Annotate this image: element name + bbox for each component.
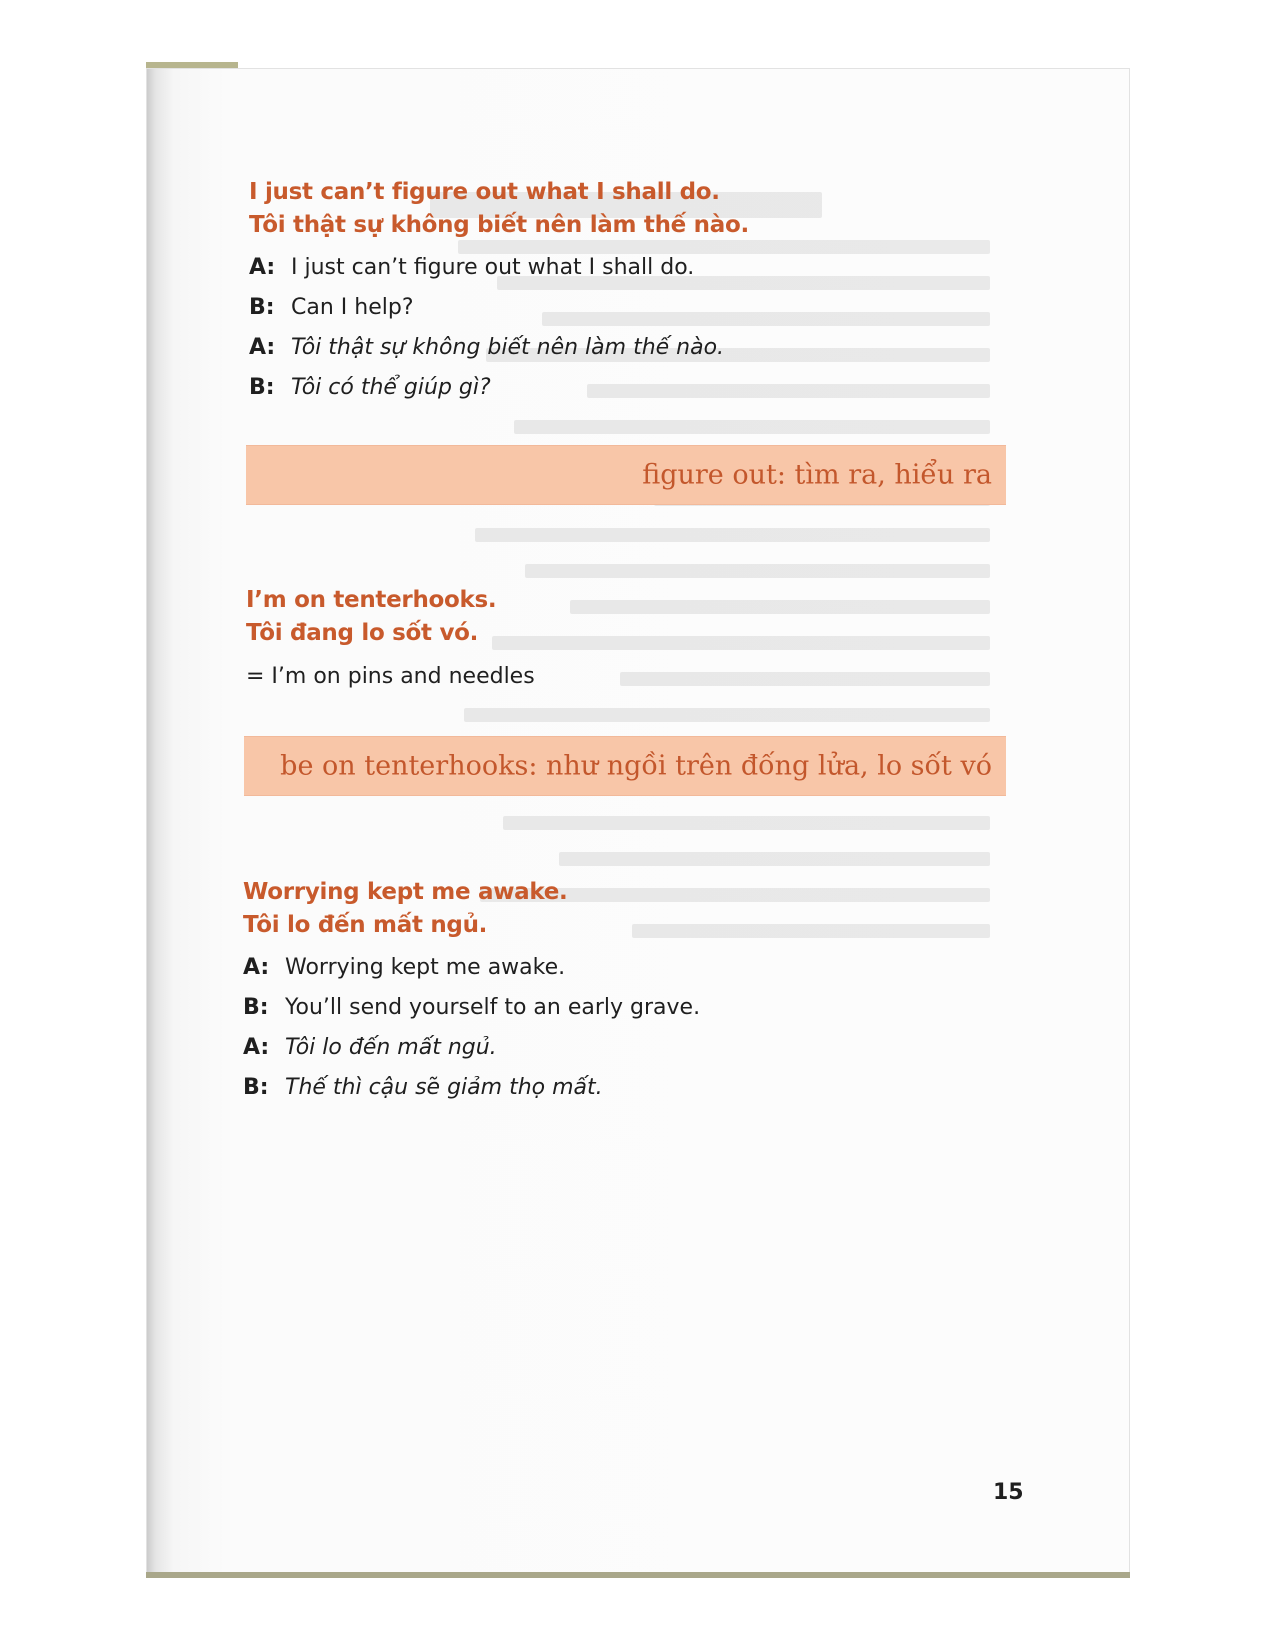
book-spine-bottom [146,1572,1130,1578]
speaker-label: B: [249,295,275,320]
dialog-text: Worrying kept me awake. [285,955,566,980]
vocab-note: figure out: tìm ra, hiểu ra [642,459,992,491]
dialog [243,955,700,1115]
phrase-section-1 [249,176,749,415]
phrase-heading-en: I’m on tenterhooks. [246,587,497,613]
dialog-text: You’ll send yourself to an early grave. [285,995,701,1020]
phrase-heading-en: I just can’t figure out what I shall do. [249,179,720,205]
dialog-line [249,375,749,415]
dialog-line [249,255,749,295]
phrase-heading-vi: Tôi thật sự không biết nên làm thế nào. [249,212,749,238]
dialog-text: I just can’t figure out what I shall do. [291,255,695,280]
dialog-text-translation: Thế thì cậu sẽ giảm thọ mất. [285,1075,603,1100]
dialog-text-translation: Tôi có thể giúp gì? [291,375,491,400]
dialog [249,255,749,415]
speaker-label: B: [243,995,269,1020]
page-number: 15 [993,1480,1024,1505]
speaker-label: A: [249,335,276,360]
speaker-label: B: [243,1075,269,1100]
speaker-label: A: [243,1035,270,1060]
vocab-note-band-2 [244,736,1006,796]
dialog-text-translation: Tôi thật sự không biết nên làm thế nào. [291,335,725,360]
dialog-line [243,1035,700,1075]
phrase-section-2 [246,584,535,689]
dialog-text-translation: Tôi lo đến mất ngủ. [285,1035,497,1060]
dialog-line [249,295,749,335]
speaker-label: A: [249,255,276,280]
vocab-note: be on tenterhooks: như ngồi trên đống lửa, lo sốt vó [280,750,992,782]
dialog-line [243,995,700,1035]
phrase-heading-vi: Tôi đang lo sốt vó. [246,620,479,646]
speaker-label: B: [249,375,275,400]
phrase-heading-vi: Tôi lo đến mất ngủ. [243,912,488,938]
equivalent-expression: = I’m on pins and needles [246,664,535,689]
dialog-line [249,335,749,375]
dialog-text: Can I help? [291,295,414,320]
speaker-label: A: [243,955,270,980]
dialog-line [243,1075,700,1115]
vocab-note-band-1 [246,445,1006,505]
phrase-heading-en: Worrying kept me awake. [243,879,568,905]
dialog-line [243,955,700,995]
phrase-section-3 [243,876,700,1115]
